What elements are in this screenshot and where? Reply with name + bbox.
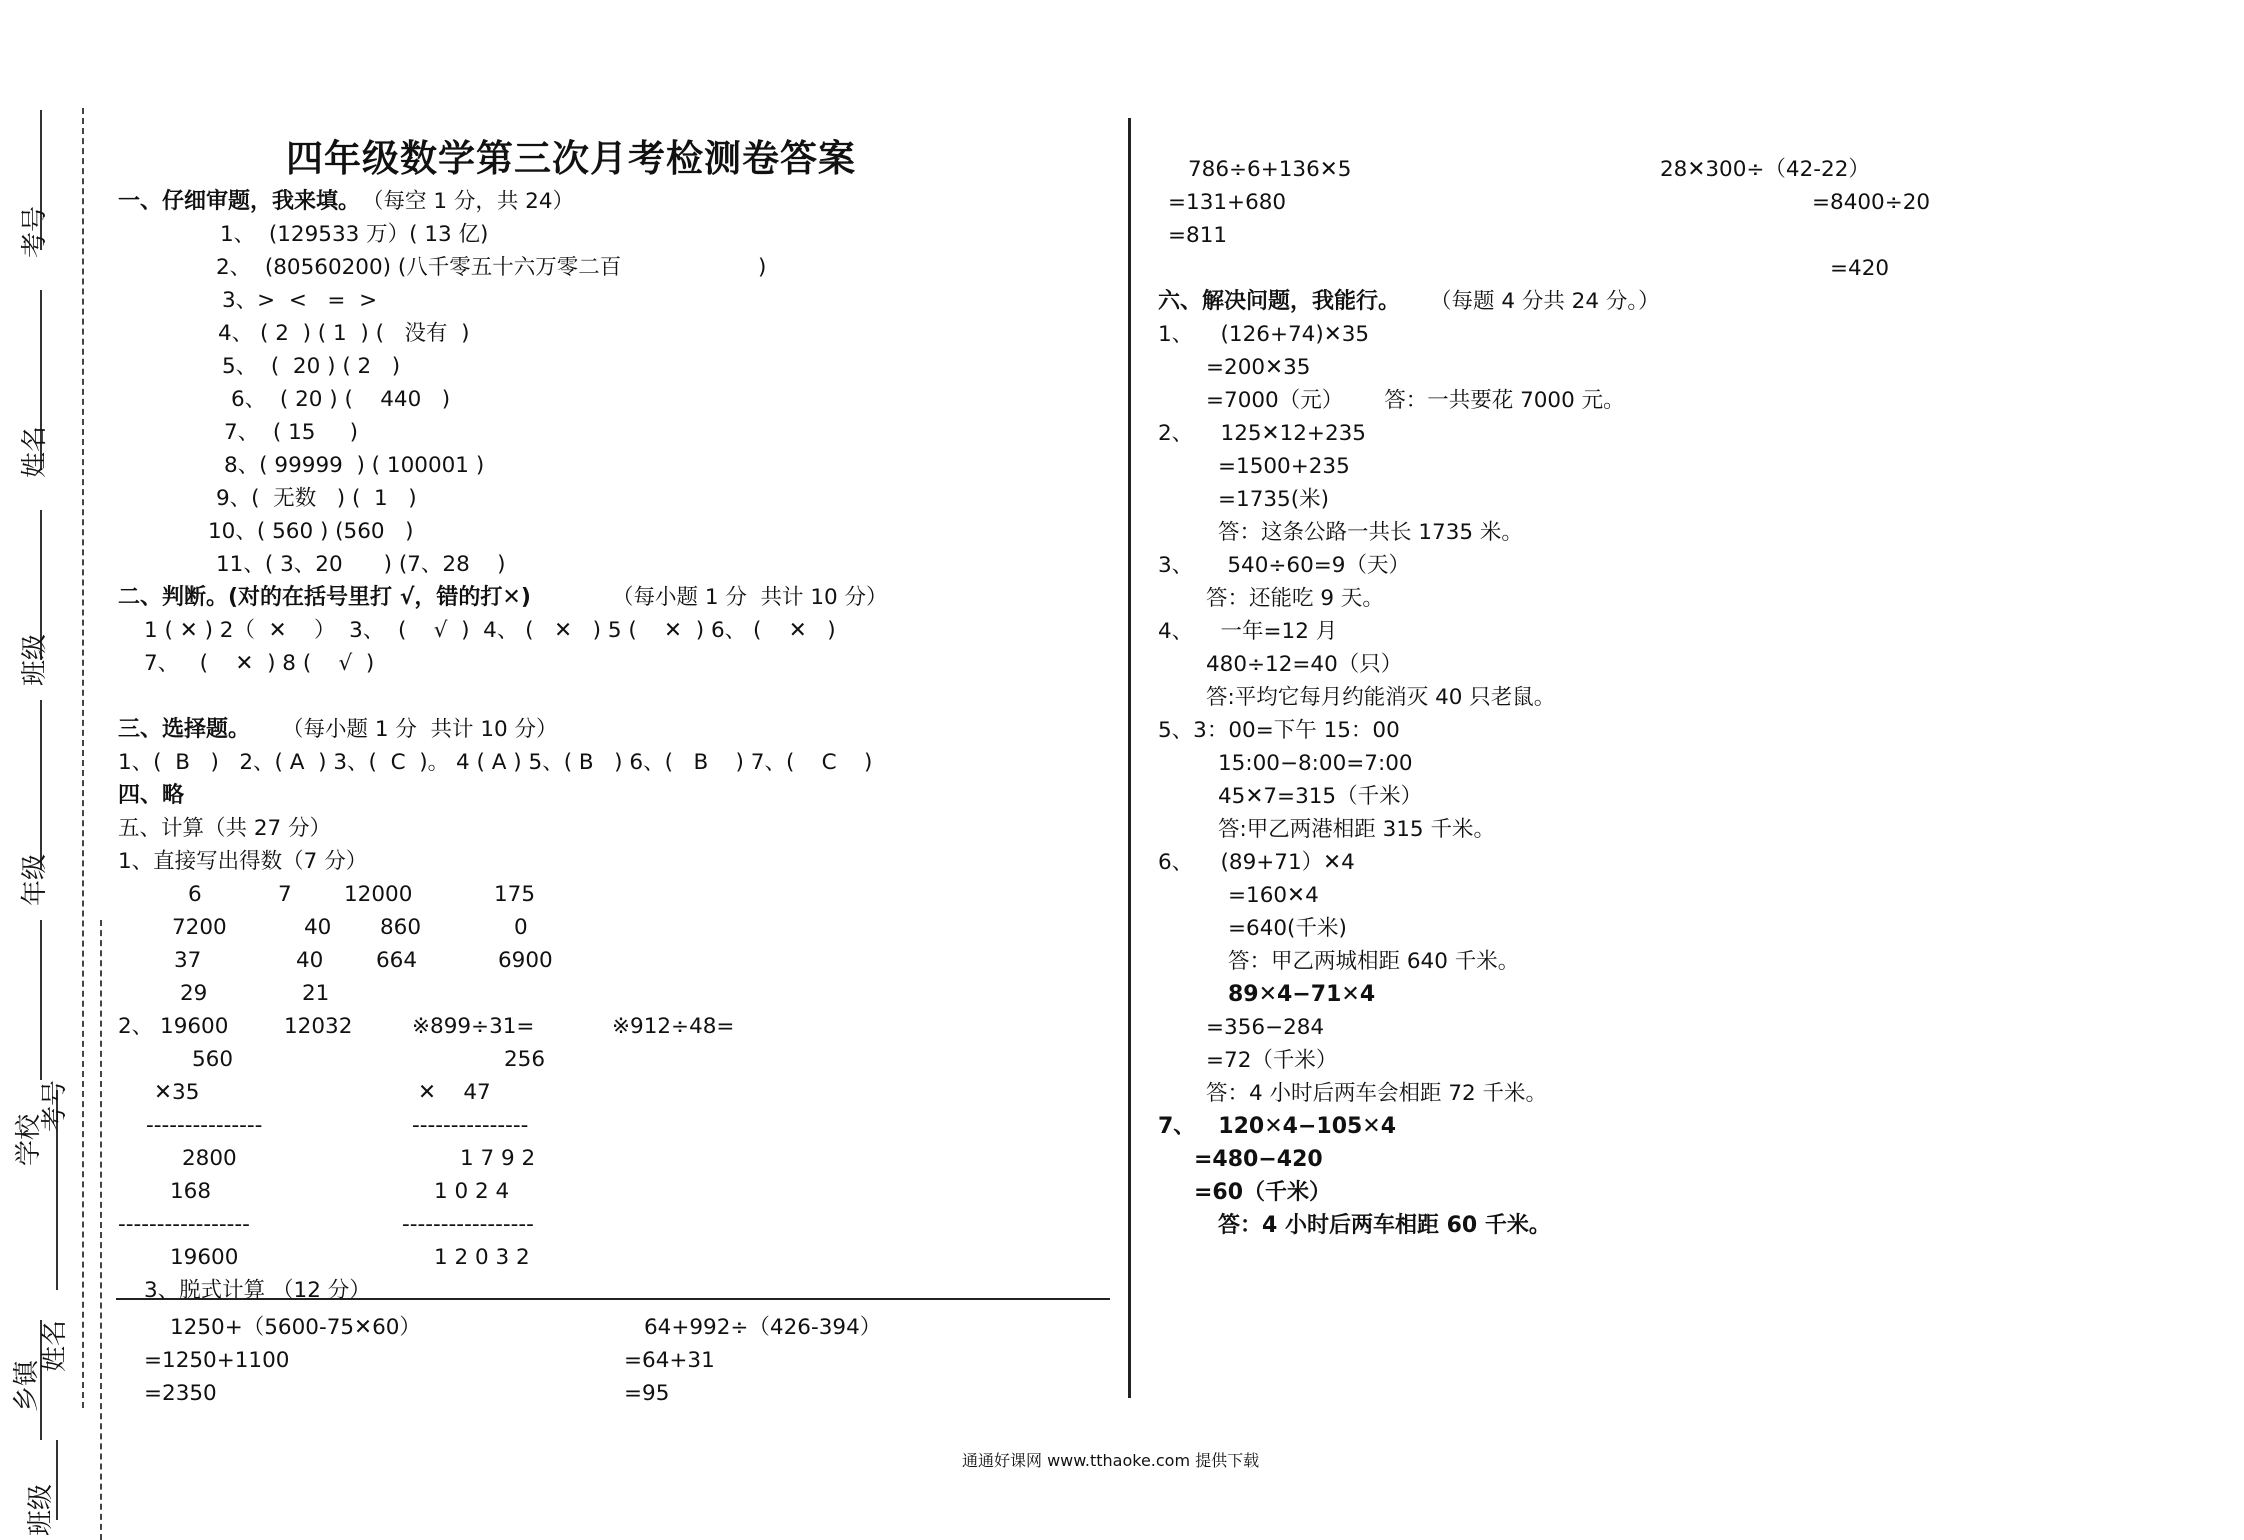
left-text-line: 1、直接写出得数（7 分） (118, 849, 368, 874)
left-text-line: 560 (192, 1047, 234, 1072)
side-label-kaohao: 考号 (20, 205, 50, 258)
right-text-line: =160✕4 (1228, 883, 1319, 908)
left-text-line: 12000 (344, 882, 413, 907)
left-text-line: 7200 (172, 915, 227, 940)
right-text-line: =131+680 (1168, 190, 1287, 215)
left-text-line: --------------- (146, 1113, 263, 1138)
left-text-line: 6 (188, 882, 202, 907)
left-text-line: 7 (278, 882, 292, 907)
right-text-line: =1500+235 (1218, 454, 1350, 479)
left-text-line: （每空 1 分，共 24） (362, 189, 575, 214)
left-text-line: 五、计算（共 27 分） (118, 816, 332, 841)
side-label-banji-2: 班级 (26, 1483, 56, 1536)
side-label-xiangzhen: 乡镇 (12, 1359, 42, 1412)
right-text-line: 答：这条公路一共长 1735 米。 (1218, 520, 1523, 545)
left-text-line: 8、( 99999 ) ( 100001 ) (224, 453, 485, 478)
left-text-line: 0 (514, 915, 528, 940)
left-text-line: 6、 ( 20 ) ( 440 ) (231, 387, 451, 412)
column-divider (1128, 118, 1131, 1398)
left-text-line: --------------- (412, 1113, 529, 1138)
left-text-line: 一、仔细审题，我来填。 (118, 189, 361, 214)
right-text-line: 480÷12=40（只） (1206, 652, 1403, 677)
right-text-line: 答:甲乙两港相距 315 千米。 (1218, 817, 1495, 842)
right-text-line: 786÷6+136✕5 (1188, 157, 1352, 182)
left-text-line: 168 (170, 1179, 212, 1204)
right-text-line: 5、3：00=下午 15：00 (1158, 718, 1400, 743)
left-text-line: 9、( 无数 ) ( 1 ) (216, 486, 417, 511)
left-text-line: 5、 ( 20 ) ( 2 ) (222, 354, 401, 379)
left-text-line: 40 (296, 948, 324, 973)
right-text-line: =7000（元） 答：一共要花 7000 元。 (1206, 388, 1625, 413)
page-title: 四年级数学第三次月考检测卷答案 (286, 136, 856, 180)
left-text-line: 1 ( ✕ ) 2（ ✕ ） 3、 ( √ ) 4、 ( ✕ ) 5 ( ✕ ) 6、 ( ✕ ) (144, 618, 836, 643)
right-text-line: 六、解决问题，我能行。 (1158, 289, 1401, 314)
right-text-line: =420 (1830, 256, 1890, 281)
left-text-line: 11、( 3、20 ) (7、28 ) (216, 552, 506, 577)
right-text-line: 2、 125✕12+235 (1158, 421, 1366, 446)
left-text-line: 1 0 2 4 (434, 1179, 510, 1204)
right-text-line: =811 (1168, 223, 1228, 248)
side-label-banji: 班级 (20, 633, 50, 686)
left-text-line: 1、( B ) 2、( A ) 3、( C )。 4 ( A ) 5、( B ) 6、( B ) 7、( C ) (118, 750, 873, 775)
right-text-line: 答：4 小时后两车相距 60 千米。 (1218, 1213, 1551, 1238)
left-text-line: 12032 (284, 1014, 353, 1039)
footer-credit: 通通好课网 www.tthaoke.com 提供下载 (962, 1451, 1260, 1470)
left-text-line: 2、 19600 (118, 1014, 229, 1039)
left-text-line: 860 (380, 915, 422, 940)
right-text-line: 3、 540÷60=9（天） (1158, 553, 1410, 578)
left-text-line: ----------------- (118, 1212, 250, 1237)
left-text-line: 664 (376, 948, 418, 973)
left-text-line: =1250+1100 (144, 1348, 290, 1373)
right-text-line: （每题 4 分共 24 分。） (1430, 289, 1660, 314)
left-text-line: 37 (174, 948, 202, 973)
left-text-line: 21 (302, 981, 330, 1006)
left-text-line: 6900 (498, 948, 553, 973)
right-text-line: 7、 120✕4−105✕4 (1158, 1114, 1397, 1139)
left-text-line: 四、略 (118, 783, 185, 808)
left-text-line: 7、 ( ✕ ) 8 ( √ ) (144, 651, 375, 676)
side-label-xingming-2: 姓名 (40, 1319, 70, 1372)
right-text-line: 89✕4−71✕4 (1228, 982, 1376, 1007)
left-text-line: 3、> < = > (222, 288, 378, 313)
left-text-line: ✕ 47 (418, 1080, 491, 1105)
left-text-line: 2800 (182, 1146, 237, 1171)
left-text-line: ※899÷31= (412, 1014, 535, 1039)
side-label-nianji: 年级 (20, 853, 50, 906)
left-text-line: 7、 ( 15 ) (224, 420, 358, 445)
side-label-kaohao-2: 考号 (40, 1079, 70, 1132)
right-text-line: 6、 (89+71）✕4 (1158, 850, 1355, 875)
right-text-line: 28✕300÷（42-22） (1660, 157, 1870, 182)
binding-line (40, 700, 42, 870)
left-text-line: 19600 (170, 1245, 239, 1270)
left-text-line: 40 (304, 915, 332, 940)
left-text-line: 2、 (80560200) (八千零五十六万零二百 ) (216, 255, 767, 280)
left-text-line: 29 (180, 981, 208, 1006)
right-text-line: =8400÷20 (1812, 190, 1931, 215)
left-text-line: （每小题 1 分 共计 10 分） (612, 585, 888, 610)
left-text-line: 1250+（5600-75✕60） (170, 1315, 421, 1340)
left-text-line: 64+992÷（426-394） (644, 1315, 882, 1340)
left-text-line: 4、 ( 2 ) ( 1 ) ( 没有 ) (218, 321, 470, 346)
right-text-line: 45✕7=315（千米） (1218, 784, 1423, 809)
left-text-line: ※912÷48= (612, 1014, 735, 1039)
right-text-line: =60（千米） (1194, 1180, 1332, 1205)
right-text-line: =480−420 (1194, 1147, 1323, 1172)
binding-line (40, 920, 42, 1080)
cut-line (82, 108, 84, 1408)
right-text-line: =1735(米) (1218, 487, 1330, 512)
right-text-line: 答：4 小时后两车会相距 72 千米。 (1206, 1081, 1548, 1106)
left-text-line: 1、 (129533 万）( 13 亿) (220, 222, 489, 247)
right-text-line: 答:平均它每月约能消灭 40 只老鼠。 (1206, 685, 1556, 710)
side-label-xingming: 姓名 (20, 425, 50, 478)
cut-line (100, 920, 102, 1540)
right-text-line: 1、 (126+74)✕35 (1158, 322, 1370, 347)
right-text-line: =640(千米) (1228, 916, 1347, 941)
right-text-line: =72（千米） (1206, 1048, 1338, 1073)
right-text-line: 答：还能吃 9 天。 (1206, 586, 1384, 611)
left-text-line: 256 (504, 1047, 546, 1072)
right-text-line: 答：甲乙两城相距 640 千米。 (1228, 949, 1520, 974)
left-text-line: =2350 (144, 1381, 217, 1406)
left-text-line: ----------------- (402, 1212, 534, 1237)
right-text-line: =200✕35 (1206, 355, 1311, 380)
left-text-line: 二、判断。(对的在括号里打 √，错的打✕) (118, 585, 531, 610)
side-label-xuexiao: 学校 (14, 1113, 44, 1166)
left-text-line: 3、脱式计算 （12 分） (144, 1278, 371, 1303)
right-text-line: 4、 一年=12 月 (1158, 619, 1338, 644)
left-text-line: 1 2 0 3 2 (434, 1245, 530, 1270)
left-text-line: （每小题 1 分 共计 10 分） (282, 717, 558, 742)
right-text-line: =356−284 (1206, 1015, 1325, 1040)
left-text-line: 10、( 560 ) (560 ) (208, 519, 414, 544)
left-text-line: ✕35 (154, 1080, 200, 1105)
left-text-line: 1 7 9 2 (460, 1146, 536, 1171)
left-text-line: =95 (624, 1381, 670, 1406)
left-text-line: 三、选择题。 (118, 717, 251, 742)
left-text-line: =64+31 (624, 1348, 715, 1373)
right-text-line: 15:00−8:00=7:00 (1218, 751, 1413, 776)
left-text-line: 175 (494, 882, 536, 907)
